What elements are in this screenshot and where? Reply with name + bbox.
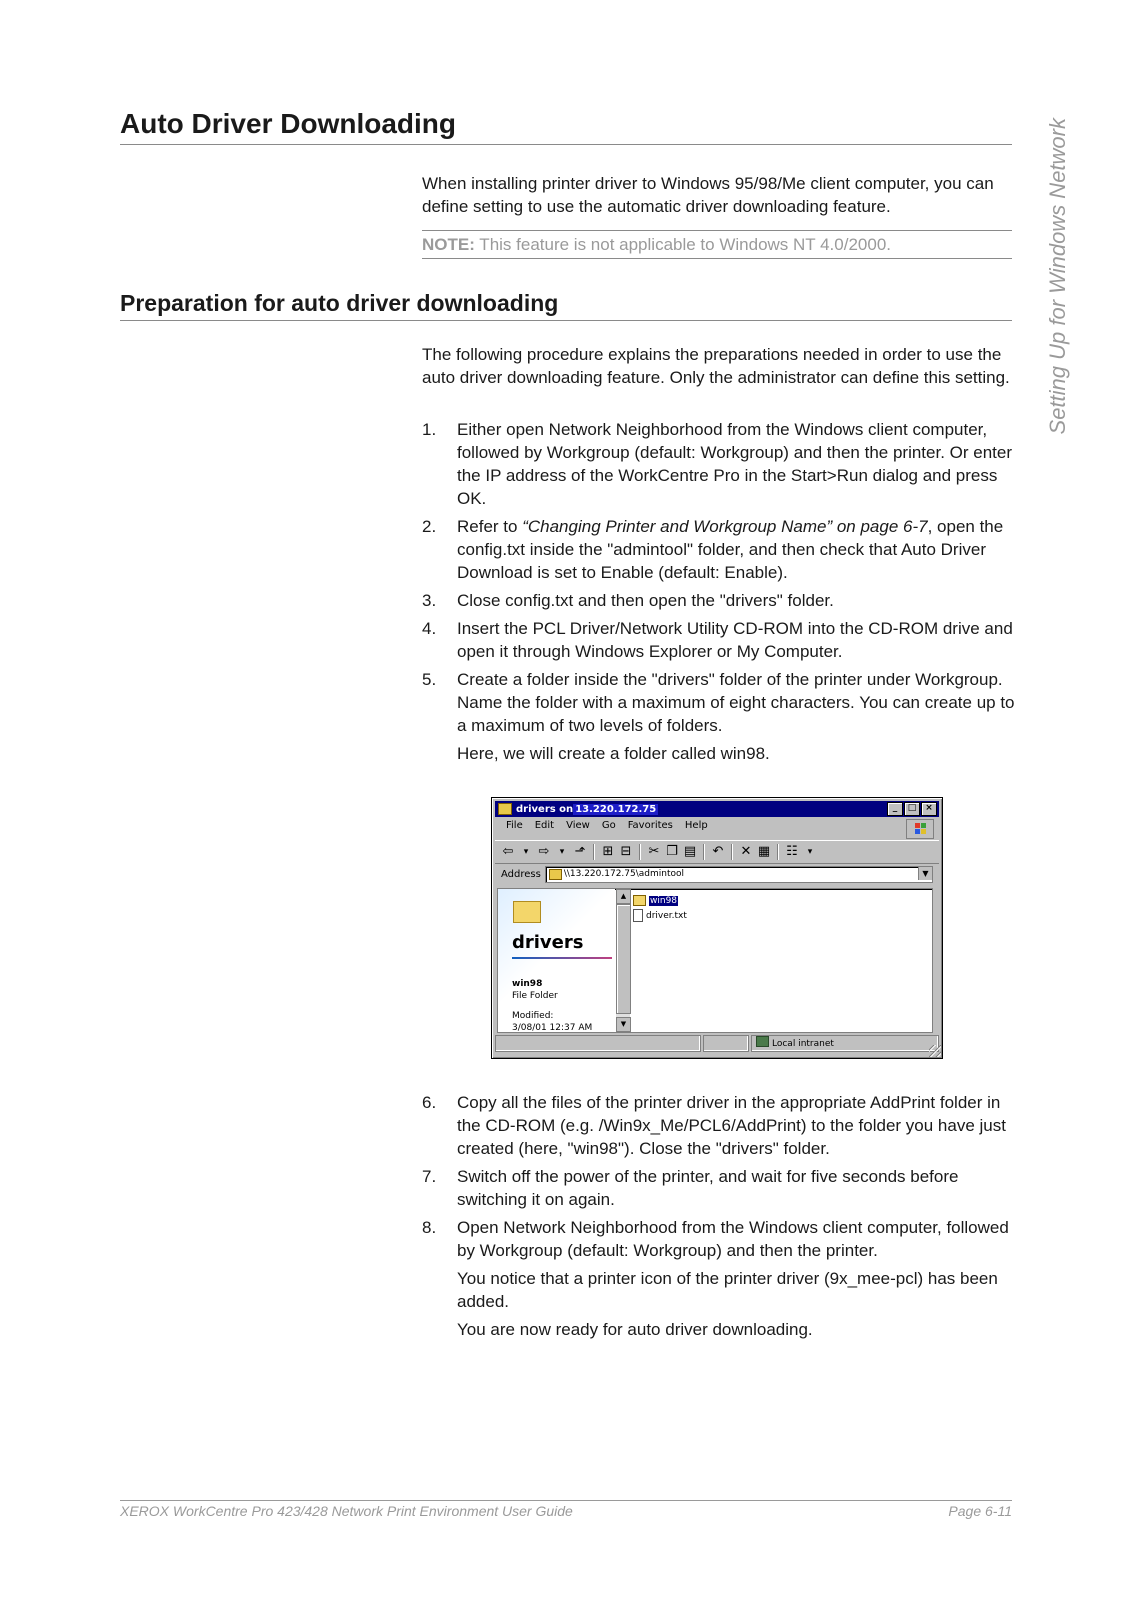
up-folder-icon[interactable]: ⬏ [574, 844, 586, 859]
windows-logo-icon [906, 819, 934, 839]
step-text: Copy all the files of the printer driver in the appropriate AddPrint folder in the CD-ROM (e.g. /Win9x_Me/PCL6/AddPrint) to the folder you have just created (here, "win98"). Close the "drivers" folder. [457, 1093, 1006, 1158]
folder-icon [549, 869, 562, 880]
step-item [422, 1165, 1018, 1211]
chapter-side-tab: Setting Up for Windows Network [1045, 118, 1070, 435]
step-text: Switch off the power of the printer, and wait for five seconds before switching it on again. [457, 1167, 959, 1209]
page-number: Page 6-11 [948, 1503, 1012, 1519]
toolbar-separator [777, 844, 779, 860]
menu-go[interactable]: Go [601, 820, 616, 831]
maximize-button[interactable]: □ [904, 802, 920, 816]
back-icon[interactable]: ⇦ [502, 844, 514, 859]
web-view-pane [498, 889, 615, 1032]
step-number: 1. [422, 420, 437, 439]
step-item [422, 617, 1018, 663]
status-bar [495, 1035, 939, 1052]
step-number: 4. [422, 619, 437, 638]
status-zone-label: Local intranet [772, 1039, 834, 1049]
address-label: Address [501, 868, 541, 880]
step-text: Either open Network Neighborhood from the Windows client computer, followed by Workgroup (default: Workgroup) and then the printer. Or enter the IP address of the WorkCentre Pro in the Start>Run dialog and press OK. [457, 420, 1012, 508]
step-item [422, 1216, 1018, 1341]
address-bar [495, 864, 939, 884]
step-subtext: You notice that a printer icon of the printer driver (9x_mee-pcl) has been added. [457, 1269, 998, 1311]
menu-file[interactable]: File [506, 820, 523, 831]
step-number: 6. [422, 1093, 437, 1112]
section-heading: Preparation for auto driver downloading [120, 290, 1012, 321]
copy-icon[interactable]: ❐ [666, 844, 678, 859]
note-box [422, 230, 1012, 259]
properties-icon[interactable]: ▦ [757, 844, 771, 859]
disconnect-icon[interactable]: ⊟ [620, 844, 632, 859]
step-text: Refer to [457, 517, 523, 536]
step-number: 5. [422, 670, 437, 689]
window-titlebar [495, 801, 939, 817]
explorer-window-screenshot [491, 797, 943, 1059]
toolbar-separator [731, 844, 733, 860]
step-number: 8. [422, 1218, 437, 1237]
page-title: Auto Driver Downloading [120, 108, 1012, 145]
window-title: drivers on [516, 803, 574, 815]
modified-value: 3/08/01 12:37 AM [512, 1023, 593, 1033]
note-text: This feature is not applicable to Windows NT 4.0/2000. [474, 235, 891, 254]
page-footer [120, 1500, 1012, 1519]
chevron-down-icon[interactable]: ▼ [918, 867, 932, 880]
undo-icon[interactable]: ↶ [712, 844, 724, 859]
step-item [422, 1091, 1018, 1160]
step-item [422, 668, 1018, 765]
file-name: win98 [650, 895, 678, 906]
status-panel [703, 1035, 749, 1052]
status-zone [751, 1035, 939, 1052]
cross-reference-link[interactable]: “Changing Printer and Workgroup Name” on page 6-7 [522, 517, 928, 536]
text-file-icon [633, 909, 643, 922]
folder-icon [633, 895, 646, 906]
step-item [422, 589, 1018, 612]
large-folder-icon [513, 901, 541, 923]
step-subtext: Here, we will create a folder called win98. [457, 744, 770, 763]
folder-icon [498, 803, 512, 815]
step-subtext: You are now ready for auto driver downloading. [457, 1320, 813, 1339]
forward-icon[interactable]: ⇨ [538, 844, 550, 859]
file-list [633, 893, 687, 923]
toolbar-separator [593, 844, 595, 860]
address-field[interactable] [545, 866, 933, 883]
status-panel [495, 1035, 701, 1052]
views-icon[interactable]: ☷ [786, 844, 798, 859]
scrollbar-thumb[interactable] [616, 904, 631, 1014]
delete-icon[interactable]: ✕ [740, 844, 752, 859]
folder-view [497, 888, 933, 1033]
chevron-down-icon[interactable]: ▾ [807, 847, 813, 857]
footer-title: XEROX WorkCentre Pro 423/428 Network Print Environment User Guide [120, 1503, 573, 1519]
steps-list-a [422, 418, 1018, 770]
menu-bar [506, 820, 708, 831]
scroll-up-icon[interactable]: ▲ [616, 889, 631, 904]
toolbar-separator [639, 844, 641, 860]
step-text: Create a folder inside the "drivers" folder of the printer under Workgroup. Name the folder with a maximum of eight characters. You can create up to a maximum of two levels of folders. [457, 670, 1015, 735]
close-button[interactable]: × [921, 802, 937, 816]
pane-divider [512, 957, 612, 959]
address-value: \\13.220.172.75\admintool [563, 868, 685, 879]
step-text: Insert the PCL Driver/Network Utility CD-ROM into the CD-ROM drive and open it through Windows Explorer or My Computer. [457, 619, 1013, 661]
chevron-down-icon[interactable]: ▾ [559, 847, 565, 857]
menu-favorites[interactable]: Favorites [627, 820, 673, 831]
toolbar [495, 840, 939, 864]
map-drive-icon[interactable]: ⊞ [602, 844, 614, 859]
intranet-icon [756, 1036, 769, 1047]
scroll-down-icon[interactable]: ▼ [616, 1017, 631, 1032]
step-text: , open the config.txt inside the "admintool" folder, and then check that Auto Driver Download is set to Enable (default: Enable). [457, 517, 1004, 582]
pane-title: drivers [512, 932, 584, 953]
menu-edit[interactable]: Edit [534, 820, 555, 831]
note-label: NOTE: [422, 235, 475, 254]
cut-icon[interactable]: ✂ [648, 844, 660, 859]
step-text: Open Network Neighborhood from the Windows client computer, followed by Workgroup (default: Workgroup) and then the printer. [457, 1218, 1009, 1260]
list-item[interactable] [633, 893, 687, 908]
chevron-down-icon[interactable]: ▾ [523, 847, 529, 857]
menu-help[interactable]: Help [684, 820, 708, 831]
prep-intro-paragraph: The following procedure explains the preparations needed in order to use the auto driver downloading feature. Only the administrator can define this setting. [422, 345, 1010, 387]
toolbar-separator [703, 844, 705, 860]
file-name: driver.txt [646, 910, 687, 921]
minimize-button[interactable]: _ [887, 802, 903, 816]
selected-item-type: File Folder [512, 991, 558, 1001]
list-item[interactable] [633, 908, 687, 923]
intro-paragraph: When installing printer driver to Windows 95/98/Me client computer, you can define setting to use the automatic driver downloading feature. [422, 174, 994, 216]
step-number: 7. [422, 1167, 437, 1186]
resize-grip[interactable] [929, 1045, 941, 1057]
menu-view[interactable]: View [566, 820, 590, 831]
vertical-scrollbar[interactable] [616, 889, 630, 1032]
modified-label: Modified: [512, 1011, 554, 1021]
step-number: 3. [422, 591, 437, 610]
selected-item-name: win98 [512, 979, 543, 989]
window-title-ip: 13.220.172.75 [575, 803, 657, 815]
step-number: 2. [422, 517, 437, 536]
step-text: Close config.txt and then open the "drivers" folder. [457, 591, 834, 610]
steps-list-b [422, 1091, 1018, 1346]
step-item [422, 515, 1018, 584]
paste-icon[interactable]: ▤ [683, 844, 697, 859]
step-item [422, 418, 1018, 510]
